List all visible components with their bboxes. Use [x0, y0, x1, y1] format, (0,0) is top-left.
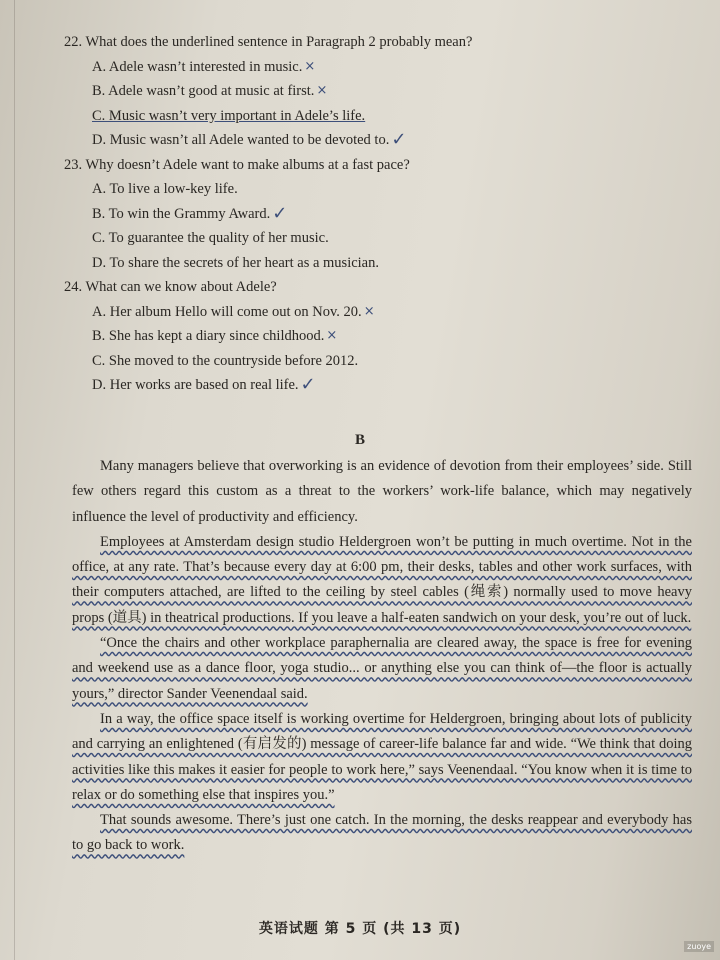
check-mark-icon: ✓: [300, 374, 316, 396]
question-22-option-b: B. Adele wasn’t good at music at first. ×: [92, 83, 328, 100]
question-24-option-b: B. She has kept a diary since childhood. ×: [92, 328, 338, 345]
check-mark-icon: ✓: [272, 202, 288, 224]
question-22-option-a: A. Adele wasn’t interested in music. ×: [92, 58, 316, 75]
passage-paragraph: Employees at Amsterdam design studio Heldergroen won’t be putting in much overtime. Not in the office, at any rate. That’s because every day at 6:00 pm, their desks, tables and other work surfaces, with their computers attached, are lifted to the ceiling by steel cables (绳索) normally used to move heavy props (道具) in theatrical productions. If you leave a half-eaten sandwich on your desk, you’re out of luck.: [72, 533, 692, 626]
question-24-option-c: C. She moved to the countryside before 2012.: [92, 352, 359, 369]
reading-passage: [72, 440, 692, 859]
section-label: B: [354, 432, 365, 448]
question-22-option-c: C. Music wasn’t very important in Adele’s life.: [92, 107, 366, 124]
question-23-option-b: B. To win the Grammy Award. ✓: [92, 202, 288, 224]
question-22-option-d: D. Music wasn’t all Adele wanted to be devoted to. ✓: [92, 129, 407, 151]
question-23-option-a: A. To live a low-key life.: [92, 181, 238, 198]
cross-mark-icon: ×: [363, 303, 375, 319]
check-mark-icon: ✓: [391, 129, 407, 151]
question-23-option-c: C. To guarantee the quality of her music.: [92, 230, 329, 247]
cross-mark-icon: ×: [304, 58, 316, 74]
cross-mark-icon: ×: [326, 328, 338, 344]
question-22-stem: 22. What does the underlined sentence in Paragraph 2 probably mean?: [64, 34, 473, 51]
watermark: zuoye: [684, 941, 714, 952]
passage-paragraph: In a way, the office space itself is working overtime for Heldergroen, bringing about lots of publicity and carrying an enlightened (有启发的) message of career-life balance far and wide. “We think that doing activities like this makes it easier for people to work here,” says Veenendaal. “You know when it is time to relax or do something else that inspires you.”: [72, 710, 692, 803]
page-footer: 英语试题 第 5 页 (共 13 页): [258, 921, 462, 937]
passage-paragraph: “Once the chairs and other workplace paraphernalia are cleared away, the space is free for evening and weekend use as a dance floor, yoga studio... or anything else you can think of—the floor is actually yours,” director Sander Veenendaal said.: [72, 635, 692, 702]
cross-mark-icon: ×: [316, 83, 328, 99]
question-23-stem: 23. Why doesn’t Adele want to make albums at a fast pace?: [64, 156, 410, 173]
question-24-option-d: D. Her works are based on real life. ✓: [92, 374, 316, 396]
passage-paragraph: That sounds awesome. There’s just one catch. In the morning, the desks reappear and everybody has to go back to work.: [72, 812, 692, 854]
question-24-option-a: A. Her album Hello will come out on Nov. 20. ×: [92, 303, 375, 320]
page-margin-line: [14, 0, 15, 960]
question-24-stem: 24. What can we know about Adele?: [64, 279, 277, 296]
question-block: [64, 30, 694, 398]
passage-paragraph: Many managers believe that overworking is an evidence of devotion from their employees’ side. Still few others regard this custom as a threat to the workers’ work-life balance, which may negatively influence the level of productivity and efficiency.: [72, 458, 692, 525]
question-23-option-d: D. To share the secrets of her heart as a musician.: [92, 254, 379, 271]
